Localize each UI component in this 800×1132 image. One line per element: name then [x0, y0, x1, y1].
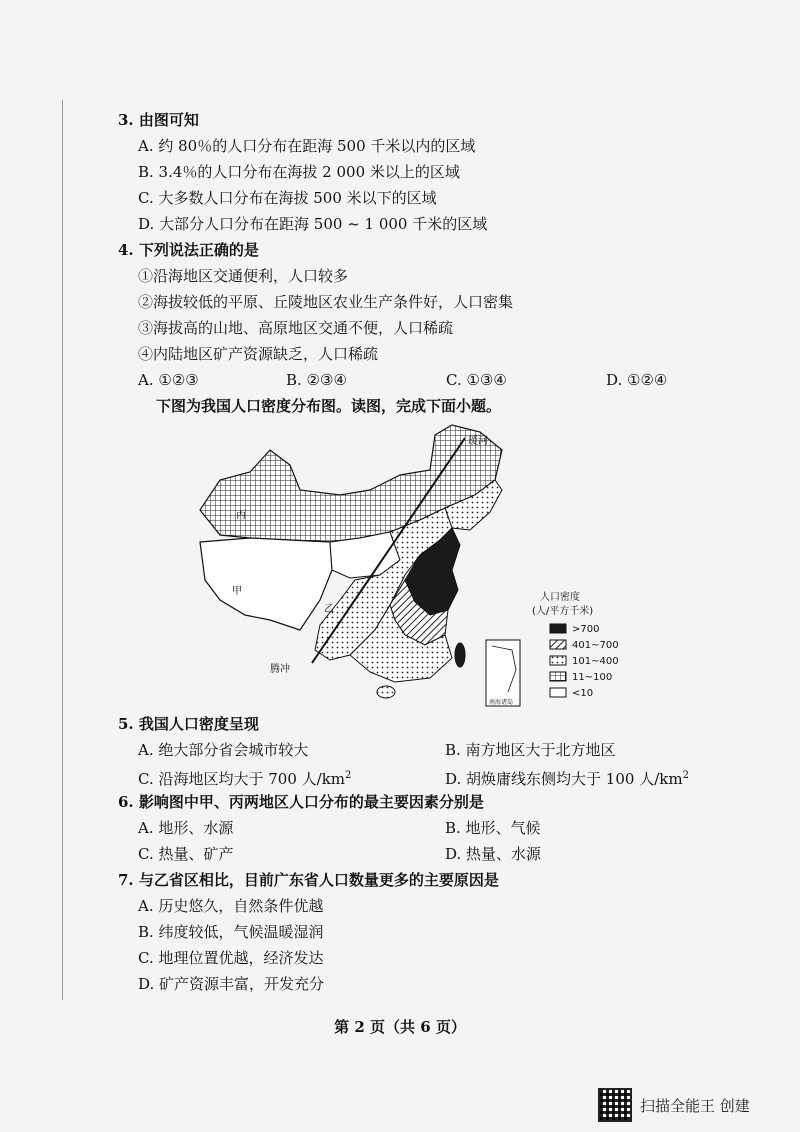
q4-option-a: A. ①②③ [138, 371, 199, 389]
q5-option-c-text: C. 沿海地区均大于 700 人/km [138, 770, 346, 788]
q5-option-c [138, 766, 351, 789]
population-density-map [190, 420, 619, 712]
label-jia: 甲 [232, 586, 242, 597]
q3-option-b: B. 3.4％的人口分布在海拔 2 000 米以上的区域 [138, 163, 460, 181]
margin-line [62, 100, 63, 1000]
inset-label: 南海诸岛 [489, 699, 514, 706]
q4-option-d: D. ①②④ [606, 371, 668, 389]
q4-statement-1: ①沿海地区交通便利，人口较多 [138, 267, 349, 285]
label-bing: 丙 [236, 510, 246, 521]
q6-option-c: C. 热量、矿产 [138, 845, 234, 863]
q5-option-d-sup: 2 [682, 770, 689, 781]
q5-option-d-text: D. 胡焕庸线东侧均大于 100 人/km [445, 770, 683, 788]
q7-option-c: C. 地理位置优越，经济发达 [138, 949, 324, 967]
q3-option-d: D. 大部分人口分布在距海 500 ~ 1 000 千米的区域 [138, 215, 488, 233]
q5-option-d [445, 766, 689, 789]
question-7-stem: 7. 与乙省区相比，目前广东省人口数量更多的主要原因是 [118, 871, 499, 889]
q4-statement-2: ②海拔较低的平原、丘陵地区农业生产条件好，人口密集 [138, 293, 514, 311]
q4-statement-4: ④内陆地区矿产资源缺乏，人口稀疏 [138, 345, 379, 363]
q3-option-a: A. 约 80％的人口分布在距海 500 千米以内的区域 [138, 137, 476, 155]
watermark-text: 扫描全能王 创建 [640, 1096, 750, 1115]
hainan-island [377, 686, 395, 698]
q6-option-a: A. 地形、水源 [138, 819, 234, 837]
question-6-stem: 6. 影响图中甲、丙两地区人口分布的最主要因素分别是 [118, 793, 484, 811]
legend-item-3: 101~400 [572, 656, 619, 667]
legend-unit: (人/平方千米) [532, 606, 594, 617]
legend-swatch-10 [550, 688, 566, 697]
q6-option-d: D. 热量、水源 [445, 845, 542, 863]
q4-statement-3: ③海拔高的山地、高原地区交通不便，人口稀疏 [138, 319, 454, 337]
q4-option-b: B. ②③④ [286, 371, 347, 389]
legend-item-2: 401~700 [572, 640, 619, 651]
legend-swatch-11 [550, 672, 566, 681]
label-tengchong: 腾冲 [270, 664, 290, 675]
q4-option-c: C. ①③④ [446, 371, 507, 389]
legend-swatch-700 [550, 624, 566, 633]
scanner-watermark [598, 1085, 750, 1125]
q5-option-b: B. 南方地区大于北方地区 [445, 741, 616, 759]
label-yi: 乙 [324, 604, 334, 615]
region-jia-tibet [200, 538, 332, 630]
question-4-stem: 4. 下列说法正确的是 [118, 241, 259, 259]
qr-code-icon [598, 1088, 632, 1122]
q6-option-b: B. 地形、气候 [445, 819, 541, 837]
question-5-stem: 5. 我国人口密度呈现 [118, 715, 259, 733]
q7-option-b: B. 纬度较低，气候温暖湿润 [138, 923, 324, 941]
q7-option-d: D. 矿产资源丰富，开发充分 [138, 975, 325, 993]
legend-title: 人口密度 [540, 592, 580, 603]
q5-option-a: A. 绝大部分省会城市较大 [138, 741, 309, 759]
map-intro: 下图为我国人口密度分布图。读图，完成下面小题。 [156, 397, 502, 415]
q5-option-c-sup: 2 [345, 770, 352, 781]
page-footer: 第 2 页（共 6 页） [334, 1018, 466, 1036]
label-aihui: 瑷河 [468, 436, 488, 447]
question-3-stem: 3. 由图可知 [118, 111, 199, 129]
q7-option-a: A. 历史悠久，自然条件优越 [138, 897, 324, 915]
legend-item-5: <10 [572, 688, 594, 699]
legend-swatch-101 [550, 656, 566, 665]
legend-swatch-401 [550, 640, 566, 649]
legend-item-1: >700 [572, 624, 600, 635]
q3-option-c: C. 大多数人口分布在海拔 500 米以下的区域 [138, 189, 437, 207]
taiwan-island [455, 643, 465, 667]
legend-item-4: 11~100 [572, 672, 613, 683]
